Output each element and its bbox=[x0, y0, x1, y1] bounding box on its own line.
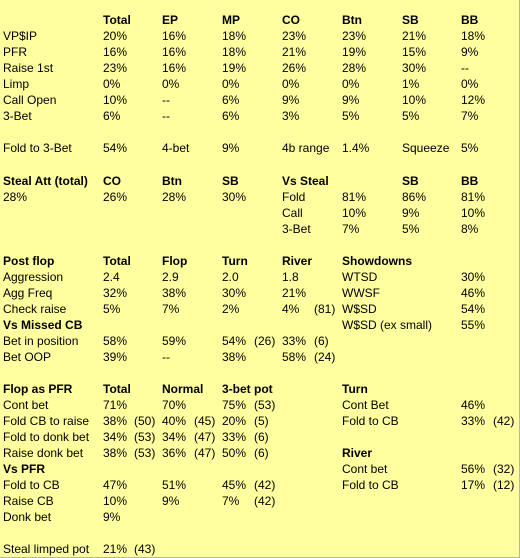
stat-value: 23% bbox=[282, 29, 307, 43]
row-label-limp: Limp bbox=[3, 77, 30, 91]
stat-value: 38% bbox=[162, 286, 187, 300]
sample-count: (53) bbox=[134, 446, 156, 460]
stat-value: 9% bbox=[402, 206, 420, 220]
row-label-fold: Fold bbox=[282, 190, 306, 204]
col-header-total: Total bbox=[103, 254, 131, 268]
row-label-wwsf: WWSF bbox=[342, 286, 380, 300]
row-label-three-bet: 3-Bet bbox=[282, 222, 311, 236]
row-label-call-open: Call Open bbox=[3, 93, 57, 107]
row-label-raise-donk-bet: Raise donk bet bbox=[3, 446, 84, 460]
stat-value: 26% bbox=[282, 61, 307, 75]
sample-count: (53) bbox=[254, 398, 276, 412]
sample-count: (42) bbox=[254, 478, 276, 492]
stat-value: 30% bbox=[461, 270, 486, 284]
stat-value: 23% bbox=[103, 61, 128, 75]
col-header-btn: Btn bbox=[342, 13, 362, 27]
stat-value: 0% bbox=[282, 77, 300, 91]
stat-value: -- bbox=[162, 109, 170, 123]
stat-value: 1.4% bbox=[342, 141, 370, 155]
row-label-raise-cb: Raise CB bbox=[3, 494, 54, 508]
sample-count: (43) bbox=[134, 542, 156, 556]
stat-value: 86% bbox=[402, 190, 427, 204]
sample-count: (47) bbox=[194, 446, 216, 460]
stat-value: 50% bbox=[222, 446, 247, 460]
col-header-total: Total bbox=[103, 13, 131, 27]
section-title-vs-steal: Vs Steal bbox=[282, 174, 329, 188]
stat-value: 7% bbox=[342, 222, 360, 236]
row-label-turn-fold-to-cb: Fold to CB bbox=[342, 414, 399, 428]
sample-count: (6) bbox=[254, 446, 269, 460]
stat-value: 2.0 bbox=[222, 270, 239, 284]
stat-value: 26% bbox=[103, 190, 128, 204]
stat-value: 5% bbox=[461, 141, 479, 155]
stat-value: 39% bbox=[103, 350, 128, 364]
stat-value: 1.8 bbox=[282, 270, 299, 284]
stat-value: 5% bbox=[402, 222, 420, 236]
sample-count: (47) bbox=[194, 430, 216, 444]
stat-value: 58% bbox=[103, 334, 128, 348]
row-label-check-raise: Check raise bbox=[3, 302, 67, 316]
stat-value: 54% bbox=[222, 334, 247, 348]
stat-value: 45% bbox=[222, 478, 247, 492]
sample-count: (6) bbox=[314, 334, 329, 348]
col-header-ep: EP bbox=[162, 13, 179, 27]
section-title-steal: Steal Att (total) bbox=[3, 174, 88, 188]
stat-value: 20% bbox=[222, 414, 247, 428]
stat-value: 23% bbox=[342, 29, 367, 43]
row-label-river-fold-to-cb: Fold to CB bbox=[342, 478, 399, 492]
stat-value: 5% bbox=[402, 109, 420, 123]
stat-value: -- bbox=[461, 61, 469, 75]
section-title-showdowns: Showdowns bbox=[342, 254, 412, 268]
stat-value: 6% bbox=[222, 109, 240, 123]
stat-value: 6% bbox=[103, 109, 121, 123]
col-header-sb: SB bbox=[222, 174, 239, 188]
row-label-aggression: Aggression bbox=[3, 270, 64, 284]
stat-value: 21% bbox=[103, 542, 128, 556]
stat-value: 5% bbox=[342, 109, 360, 123]
stat-value: 54% bbox=[461, 302, 486, 316]
stat-value: 46% bbox=[461, 286, 486, 300]
row-label-cont-bet: Cont bet bbox=[3, 398, 49, 412]
stat-value: 2% bbox=[222, 302, 240, 316]
row-label-three-bet: 3-Bet bbox=[3, 109, 32, 123]
sample-count: (53) bbox=[134, 430, 156, 444]
section-title-river: River bbox=[342, 446, 373, 460]
stat-value: 7% bbox=[222, 494, 240, 508]
stat-value: 10% bbox=[402, 93, 427, 107]
stat-value: 9% bbox=[103, 510, 121, 524]
stat-value: 59% bbox=[162, 334, 187, 348]
stat-value: 54% bbox=[103, 141, 128, 155]
stat-value: 0% bbox=[461, 77, 479, 91]
row-label-steal-limped-pot: Steal limped pot bbox=[3, 542, 90, 556]
col-header-bb: BB bbox=[461, 174, 479, 188]
row-label-agg-freq: Agg Freq bbox=[3, 286, 53, 300]
stat-value: 10% bbox=[461, 206, 486, 220]
stat-value: 55% bbox=[461, 318, 486, 332]
stat-value: 71% bbox=[103, 398, 128, 412]
stat-value: 81% bbox=[342, 190, 367, 204]
stat-value: 30% bbox=[402, 61, 427, 75]
stat-value: 58% bbox=[282, 350, 307, 364]
stat-value: 28% bbox=[342, 61, 367, 75]
sample-count: (81) bbox=[314, 302, 336, 316]
stat-value: 46% bbox=[461, 398, 486, 412]
stat-value: 17% bbox=[461, 478, 486, 492]
label-4b-range: 4b range bbox=[282, 141, 330, 155]
stat-value: 16% bbox=[162, 61, 187, 75]
stat-value: 2.9 bbox=[162, 270, 179, 284]
stat-value: 33% bbox=[461, 414, 486, 428]
stat-value: 4% bbox=[282, 302, 300, 316]
sample-count: (24) bbox=[314, 350, 336, 364]
section-title-turn: Turn bbox=[342, 382, 368, 396]
stat-value: 0% bbox=[103, 77, 121, 91]
stat-value: 10% bbox=[103, 494, 128, 508]
row-label-wtsd: WTSD bbox=[342, 270, 378, 284]
col-header-mp: MP bbox=[222, 13, 240, 27]
row-label-river-cont-bet: Cont bet bbox=[342, 462, 388, 476]
stat-value: 70% bbox=[162, 398, 187, 412]
row-label-wsd: W$SD bbox=[342, 302, 377, 316]
stat-value: 3% bbox=[282, 109, 300, 123]
label-four-bet: 4-bet bbox=[162, 141, 190, 155]
row-label-call: Call bbox=[282, 206, 303, 220]
stat-value: 34% bbox=[162, 430, 187, 444]
stat-value: 30% bbox=[222, 190, 247, 204]
row-label-bet-oop: Bet OOP bbox=[3, 350, 52, 364]
row-label-pfr: PFR bbox=[3, 45, 27, 59]
col-header-btn: Btn bbox=[162, 174, 182, 188]
stat-value: 56% bbox=[461, 462, 486, 476]
section-title-vs-pfr: Vs PFR bbox=[3, 462, 46, 476]
stat-value: 16% bbox=[162, 29, 187, 43]
row-label-vpip: VP$IP bbox=[3, 29, 38, 43]
stat-value: 5% bbox=[103, 302, 121, 316]
stat-value: 8% bbox=[461, 222, 479, 236]
stat-value: 2.4 bbox=[103, 270, 120, 284]
col-header-total: Total bbox=[103, 382, 131, 396]
stat-value: 32% bbox=[103, 286, 128, 300]
stat-value: 28% bbox=[162, 190, 187, 204]
col-header-bb: BB bbox=[461, 13, 479, 27]
stat-value: 16% bbox=[162, 45, 187, 59]
col-header-turn: Turn bbox=[222, 254, 248, 268]
stat-value: 7% bbox=[162, 302, 180, 316]
stat-value: 34% bbox=[103, 430, 128, 444]
row-label-bet-in-position: Bet in position bbox=[3, 334, 79, 348]
stat-value: 38% bbox=[103, 446, 128, 460]
col-header-river: River bbox=[282, 254, 313, 268]
sample-count: (12) bbox=[493, 478, 515, 492]
stat-value: 0% bbox=[342, 77, 360, 91]
row-label-raise-first: Raise 1st bbox=[3, 61, 54, 75]
stat-value: 21% bbox=[282, 286, 307, 300]
section-title-postflop: Post flop bbox=[3, 254, 55, 268]
stat-value: 9% bbox=[342, 93, 360, 107]
col-header-3bet-pot: 3-bet pot bbox=[222, 382, 273, 396]
stat-value: 15% bbox=[402, 45, 427, 59]
col-header-normal: Normal bbox=[162, 382, 204, 396]
stat-value: 38% bbox=[222, 350, 247, 364]
stat-value: -- bbox=[162, 350, 170, 364]
stat-value: 40% bbox=[162, 414, 187, 428]
stat-value: 33% bbox=[282, 334, 307, 348]
stat-value: -- bbox=[162, 93, 170, 107]
stat-value: 81% bbox=[461, 190, 486, 204]
stat-value: 12% bbox=[461, 93, 486, 107]
sample-count: (42) bbox=[493, 414, 515, 428]
stat-value: 51% bbox=[162, 478, 187, 492]
sample-count: (50) bbox=[134, 414, 156, 428]
stat-value: 9% bbox=[282, 93, 300, 107]
stat-value: 20% bbox=[103, 29, 128, 43]
col-header-sb: SB bbox=[402, 13, 419, 27]
stat-value: 21% bbox=[282, 45, 307, 59]
sample-count: (5) bbox=[254, 414, 269, 428]
sample-count: (45) bbox=[194, 414, 216, 428]
sample-count: (32) bbox=[493, 462, 515, 476]
stat-value: 36% bbox=[162, 446, 187, 460]
sample-count: (42) bbox=[254, 494, 276, 508]
stat-value: 9% bbox=[461, 45, 479, 59]
row-label-wsd-ex-small: W$SD (ex small) bbox=[342, 318, 433, 332]
stat-value: 16% bbox=[103, 45, 128, 59]
stat-value: 1% bbox=[402, 77, 420, 91]
sample-count: (6) bbox=[254, 430, 269, 444]
row-label-fold-to-cb: Fold to CB bbox=[3, 478, 60, 492]
col-header-co: CO bbox=[103, 174, 121, 188]
sample-count: (26) bbox=[254, 334, 276, 348]
section-title-flop-as-pfr: Flop as PFR bbox=[3, 382, 73, 396]
stat-value: 18% bbox=[222, 45, 247, 59]
stat-value: 7% bbox=[461, 109, 479, 123]
stat-value: 9% bbox=[162, 494, 180, 508]
stat-value: 75% bbox=[222, 398, 247, 412]
stat-value: 6% bbox=[222, 93, 240, 107]
row-label-fold-to-3bet: Fold to 3-Bet bbox=[3, 141, 72, 155]
row-label-donk-bet: Donk bet bbox=[3, 510, 52, 524]
stat-value: 28% bbox=[3, 190, 28, 204]
stat-value: 18% bbox=[461, 29, 486, 43]
stat-value: 19% bbox=[222, 61, 247, 75]
stat-value: 10% bbox=[342, 206, 367, 220]
stat-value: 21% bbox=[402, 29, 427, 43]
col-header-flop: Flop bbox=[162, 254, 188, 268]
section-title-vs-missed-cb: Vs Missed CB bbox=[3, 318, 83, 332]
col-header-co: CO bbox=[282, 13, 300, 27]
stat-value: 18% bbox=[222, 29, 247, 43]
stat-value: 38% bbox=[103, 414, 128, 428]
stat-value: 33% bbox=[222, 430, 247, 444]
stat-value: 30% bbox=[222, 286, 247, 300]
stat-value: 19% bbox=[342, 45, 367, 59]
stat-value: 10% bbox=[103, 93, 128, 107]
label-squeeze: Squeeze bbox=[402, 141, 450, 155]
stat-value: 0% bbox=[222, 77, 240, 91]
stat-value: 0% bbox=[162, 77, 180, 91]
row-label-fold-to-donk-bet: Fold to donk bet bbox=[3, 430, 90, 444]
col-header-sb: SB bbox=[402, 174, 419, 188]
stat-value: 47% bbox=[103, 478, 128, 492]
row-label-fold-cb-to-raise: Fold CB to raise bbox=[3, 414, 90, 428]
stat-value: 9% bbox=[222, 141, 240, 155]
row-label-turn-cont-bet: Cont Bet bbox=[342, 398, 389, 412]
